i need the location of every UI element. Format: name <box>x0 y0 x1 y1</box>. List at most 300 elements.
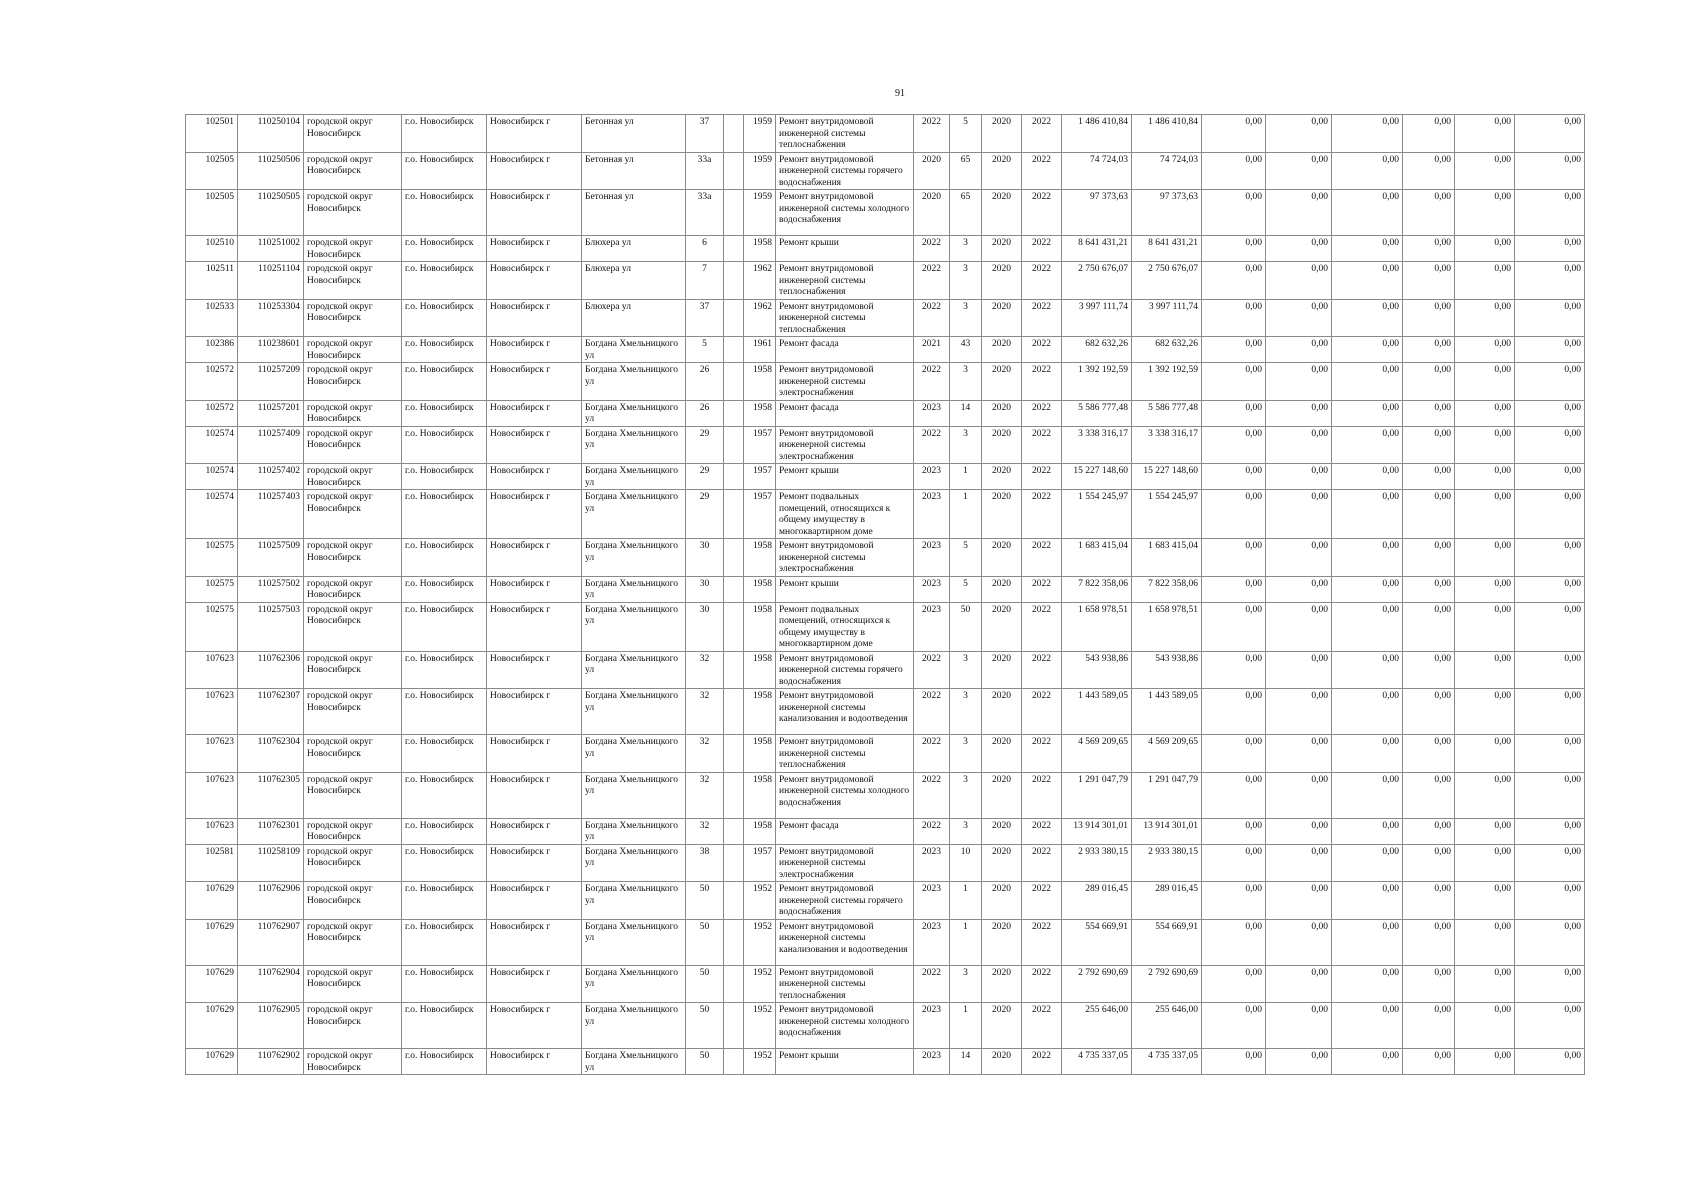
cell-municipality: городской округ Новосибирск <box>304 464 402 490</box>
cell-cost-col-22: 0,00 <box>1515 152 1585 190</box>
cell-work-type: Ремонт внутридомовой инженерной системы канализования и водоотведения <box>776 689 914 735</box>
cell-fund-cost: 682 632,26 <box>1132 337 1202 363</box>
cell-locality: Новосибирск г <box>487 262 582 300</box>
cell-plan-year: 2023 <box>914 490 950 539</box>
cell-street: Богдана Хмельницкого ул <box>582 400 686 426</box>
cell-cost-col-19: 0,00 <box>1332 965 1403 1003</box>
cell-street: Богдана Хмельницкого ул <box>582 919 686 965</box>
cell-street: Богдана Хмельницкого ул <box>582 602 686 651</box>
cell-total-cost: 97 373,63 <box>1062 190 1132 236</box>
cell-work-type: Ремонт крыши <box>776 1049 914 1075</box>
cell-fund-cost: 1 683 415,04 <box>1132 539 1202 577</box>
cell-build-year: 1958 <box>744 236 776 262</box>
cell-cost-col-20: 0,00 <box>1403 400 1455 426</box>
cell-street: Богдана Хмельницкого ул <box>582 689 686 735</box>
cell-cost-col-22: 0,00 <box>1515 426 1585 464</box>
cell-work-id: 110238601 <box>238 337 304 363</box>
cell-house-number: 26 <box>686 400 724 426</box>
cell-building <box>724 299 744 337</box>
cell-wear-percent: 3 <box>950 236 982 262</box>
cell-district: г.о. Новосибирск <box>402 844 487 882</box>
cell-cost-col-22: 0,00 <box>1515 772 1585 818</box>
cell-fund-cost: 4 569 209,65 <box>1132 735 1202 773</box>
cell-house-id: 107623 <box>186 818 238 844</box>
cell-total-cost: 3 997 111,74 <box>1062 299 1132 337</box>
cell-street: Блюхера ул <box>582 299 686 337</box>
cell-house-number: 50 <box>686 1049 724 1075</box>
cell-build-year: 1958 <box>744 539 776 577</box>
table-row <box>186 337 1585 363</box>
cell-work-type: Ремонт внутридомовой инженерной системы теплоснабжения <box>776 735 914 773</box>
cell-fund-cost: 97 373,63 <box>1132 190 1202 236</box>
cell-wear-percent: 1 <box>950 919 982 965</box>
cell-plan-year: 2022 <box>914 689 950 735</box>
cell-start-year: 2020 <box>982 426 1022 464</box>
cell-district: г.о. Новосибирск <box>402 464 487 490</box>
cell-fund-cost: 2 750 676,07 <box>1132 262 1202 300</box>
cell-end-year: 2022 <box>1022 882 1062 920</box>
cell-municipality: городской округ Новосибирск <box>304 1003 402 1049</box>
cell-build-year: 1957 <box>744 844 776 882</box>
cell-cost-col-19: 0,00 <box>1332 735 1403 773</box>
cell-work-type: Ремонт внутридомовой инженерной системы горячего водоснабжения <box>776 152 914 190</box>
cell-plan-year: 2023 <box>914 400 950 426</box>
cell-build-year: 1958 <box>744 400 776 426</box>
cell-start-year: 2020 <box>982 1049 1022 1075</box>
cell-municipality: городской округ Новосибирск <box>304 115 402 153</box>
cell-house-id: 102505 <box>186 190 238 236</box>
cell-build-year: 1958 <box>744 689 776 735</box>
cell-building <box>724 602 744 651</box>
cell-fund-cost: 554 669,91 <box>1132 919 1202 965</box>
cell-cost-col-21: 0,00 <box>1455 772 1515 818</box>
cell-total-cost: 1 486 410,84 <box>1062 115 1132 153</box>
cell-cost-col-20: 0,00 <box>1403 490 1455 539</box>
cell-cost-col-18: 0,00 <box>1266 115 1332 153</box>
cell-cost-col-21: 0,00 <box>1455 426 1515 464</box>
cell-cost-col-21: 0,00 <box>1455 152 1515 190</box>
cell-street: Блюхера ул <box>582 262 686 300</box>
cell-fund-cost: 8 641 431,21 <box>1132 236 1202 262</box>
cell-cost-col-21: 0,00 <box>1455 735 1515 773</box>
cell-building <box>724 576 744 602</box>
cell-municipality: городской округ Новосибирск <box>304 299 402 337</box>
cell-house-id: 107623 <box>186 689 238 735</box>
cell-municipality: городской округ Новосибирск <box>304 539 402 577</box>
cell-house-id: 102572 <box>186 400 238 426</box>
table-body <box>186 115 1585 1075</box>
cell-building <box>724 844 744 882</box>
cell-total-cost: 13 914 301,01 <box>1062 818 1132 844</box>
table-row <box>186 602 1585 651</box>
cell-work-id: 110762906 <box>238 882 304 920</box>
cell-cost-col-19: 0,00 <box>1332 1003 1403 1049</box>
cell-wear-percent: 65 <box>950 152 982 190</box>
cell-start-year: 2020 <box>982 299 1022 337</box>
cell-work-id: 110762905 <box>238 1003 304 1049</box>
cell-building <box>724 965 744 1003</box>
cell-house-number: 33а <box>686 190 724 236</box>
cell-house-id: 102574 <box>186 426 238 464</box>
cell-building <box>724 818 744 844</box>
cell-building <box>724 490 744 539</box>
cell-locality: Новосибирск г <box>487 602 582 651</box>
cell-total-cost: 4 735 337,05 <box>1062 1049 1132 1075</box>
cell-house-id: 107629 <box>186 1049 238 1075</box>
cell-locality: Новосибирск г <box>487 1003 582 1049</box>
cell-wear-percent: 3 <box>950 965 982 1003</box>
cell-work-id: 110762305 <box>238 772 304 818</box>
cell-build-year: 1959 <box>744 115 776 153</box>
cell-total-cost: 1 554 245,97 <box>1062 490 1132 539</box>
cell-start-year: 2020 <box>982 190 1022 236</box>
cell-wear-percent: 3 <box>950 735 982 773</box>
cell-cost-col-21: 0,00 <box>1455 1049 1515 1075</box>
cell-cost-col-17: 0,00 <box>1202 539 1266 577</box>
cell-cost-col-19: 0,00 <box>1332 844 1403 882</box>
cell-end-year: 2022 <box>1022 426 1062 464</box>
cell-fund-cost: 5 586 777,48 <box>1132 400 1202 426</box>
cell-wear-percent: 1 <box>950 882 982 920</box>
cell-house-id: 102575 <box>186 576 238 602</box>
cell-wear-percent: 5 <box>950 539 982 577</box>
cell-district: г.о. Новосибирск <box>402 299 487 337</box>
cell-house-number: 30 <box>686 602 724 651</box>
cell-cost-col-20: 0,00 <box>1403 190 1455 236</box>
cell-build-year: 1962 <box>744 262 776 300</box>
cell-plan-year: 2021 <box>914 337 950 363</box>
cell-start-year: 2020 <box>982 772 1022 818</box>
cell-work-type: Ремонт внутридомовой инженерной системы теплоснабжения <box>776 262 914 300</box>
cell-total-cost: 1 443 589,05 <box>1062 689 1132 735</box>
cell-cost-col-17: 0,00 <box>1202 651 1266 689</box>
cell-cost-col-22: 0,00 <box>1515 400 1585 426</box>
cell-house-id: 107629 <box>186 882 238 920</box>
cell-municipality: городской округ Новосибирск <box>304 190 402 236</box>
cell-cost-col-20: 0,00 <box>1403 602 1455 651</box>
cell-cost-col-20: 0,00 <box>1403 464 1455 490</box>
cell-municipality: городской округ Новосибирск <box>304 152 402 190</box>
cell-house-number: 50 <box>686 965 724 1003</box>
cell-wear-percent: 3 <box>950 299 982 337</box>
cell-cost-col-22: 0,00 <box>1515 602 1585 651</box>
cell-house-id: 102574 <box>186 464 238 490</box>
cell-cost-col-19: 0,00 <box>1332 919 1403 965</box>
cell-street: Богдана Хмельницкого ул <box>582 490 686 539</box>
cell-locality: Новосибирск г <box>487 1049 582 1075</box>
cell-start-year: 2020 <box>982 844 1022 882</box>
cell-cost-col-19: 0,00 <box>1332 152 1403 190</box>
cell-cost-col-20: 0,00 <box>1403 262 1455 300</box>
cell-work-id: 110251002 <box>238 236 304 262</box>
cell-cost-col-21: 0,00 <box>1455 490 1515 539</box>
cell-cost-col-21: 0,00 <box>1455 689 1515 735</box>
cell-end-year: 2022 <box>1022 115 1062 153</box>
cell-municipality: городской округ Новосибирск <box>304 818 402 844</box>
cell-cost-col-22: 0,00 <box>1515 337 1585 363</box>
cell-work-id: 110762304 <box>238 735 304 773</box>
cell-start-year: 2020 <box>982 1003 1022 1049</box>
table-row <box>186 818 1585 844</box>
cell-start-year: 2020 <box>982 337 1022 363</box>
cell-district: г.о. Новосибирск <box>402 1049 487 1075</box>
cell-plan-year: 2023 <box>914 464 950 490</box>
table-row <box>186 190 1585 236</box>
cell-cost-col-19: 0,00 <box>1332 262 1403 300</box>
cell-cost-col-21: 0,00 <box>1455 965 1515 1003</box>
cell-work-id: 110762904 <box>238 965 304 1003</box>
cell-building <box>724 882 744 920</box>
cell-cost-col-20: 0,00 <box>1403 299 1455 337</box>
cell-cost-col-21: 0,00 <box>1455 464 1515 490</box>
cell-municipality: городской округ Новосибирск <box>304 337 402 363</box>
cell-cost-col-18: 0,00 <box>1266 152 1332 190</box>
cell-street: Бетонная ул <box>582 152 686 190</box>
cell-cost-col-18: 0,00 <box>1266 651 1332 689</box>
cell-house-number: 37 <box>686 299 724 337</box>
cell-cost-col-17: 0,00 <box>1202 602 1266 651</box>
cell-wear-percent: 5 <box>950 115 982 153</box>
cell-fund-cost: 1 554 245,97 <box>1132 490 1202 539</box>
cell-house-number: 37 <box>686 115 724 153</box>
cell-street: Богдана Хмельницкого ул <box>582 844 686 882</box>
cell-cost-col-19: 0,00 <box>1332 539 1403 577</box>
cell-cost-col-18: 0,00 <box>1266 539 1332 577</box>
cell-cost-col-19: 0,00 <box>1332 115 1403 153</box>
cell-plan-year: 2022 <box>914 299 950 337</box>
cell-plan-year: 2022 <box>914 426 950 464</box>
cell-street: Богдана Хмельницкого ул <box>582 1049 686 1075</box>
cell-cost-col-20: 0,00 <box>1403 919 1455 965</box>
cell-cost-col-21: 0,00 <box>1455 844 1515 882</box>
cell-wear-percent: 14 <box>950 1049 982 1075</box>
cell-cost-col-17: 0,00 <box>1202 1049 1266 1075</box>
cell-cost-col-20: 0,00 <box>1403 576 1455 602</box>
cell-work-type: Ремонт внутридомовой инженерной системы горячего водоснабжения <box>776 651 914 689</box>
table-row <box>186 689 1585 735</box>
cell-cost-col-18: 0,00 <box>1266 602 1332 651</box>
cell-house-number: 33а <box>686 152 724 190</box>
cell-cost-col-21: 0,00 <box>1455 400 1515 426</box>
cell-house-number: 32 <box>686 772 724 818</box>
page-number: 91 <box>895 88 905 99</box>
cell-plan-year: 2022 <box>914 735 950 773</box>
cell-district: г.о. Новосибирск <box>402 735 487 773</box>
cell-district: г.о. Новосибирск <box>402 490 487 539</box>
cell-cost-col-20: 0,00 <box>1403 1003 1455 1049</box>
cell-work-id: 110257403 <box>238 490 304 539</box>
cell-fund-cost: 2 792 690,69 <box>1132 965 1202 1003</box>
cell-cost-col-18: 0,00 <box>1266 844 1332 882</box>
cell-house-number: 50 <box>686 1003 724 1049</box>
cell-street: Богдана Хмельницкого ул <box>582 651 686 689</box>
cell-building <box>724 190 744 236</box>
cell-work-id: 110250104 <box>238 115 304 153</box>
cell-start-year: 2020 <box>982 919 1022 965</box>
cell-work-type: Ремонт внутридомовой инженерной системы электроснабжения <box>776 426 914 464</box>
cell-work-type: Ремонт внутридомовой инженерной системы холодного водоснабжения <box>776 190 914 236</box>
cell-cost-col-22: 0,00 <box>1515 190 1585 236</box>
cell-fund-cost: 74 724,03 <box>1132 152 1202 190</box>
cell-cost-col-21: 0,00 <box>1455 919 1515 965</box>
cell-cost-col-18: 0,00 <box>1266 236 1332 262</box>
cell-cost-col-21: 0,00 <box>1455 299 1515 337</box>
cell-cost-col-21: 0,00 <box>1455 236 1515 262</box>
cell-cost-col-20: 0,00 <box>1403 689 1455 735</box>
cell-locality: Новосибирск г <box>487 844 582 882</box>
cell-start-year: 2020 <box>982 400 1022 426</box>
cell-locality: Новосибирск г <box>487 115 582 153</box>
cell-building <box>724 1049 744 1075</box>
cell-house-number: 29 <box>686 464 724 490</box>
table-row <box>186 236 1585 262</box>
table-row <box>186 735 1585 773</box>
cell-building <box>724 400 744 426</box>
cell-plan-year: 2022 <box>914 236 950 262</box>
cell-municipality: городской округ Новосибирск <box>304 651 402 689</box>
cell-plan-year: 2023 <box>914 576 950 602</box>
cell-fund-cost: 15 227 148,60 <box>1132 464 1202 490</box>
cell-start-year: 2020 <box>982 651 1022 689</box>
cell-building <box>724 772 744 818</box>
cell-work-type: Ремонт внутридомовой инженерной системы теплоснабжения <box>776 115 914 153</box>
cell-start-year: 2020 <box>982 602 1022 651</box>
cell-locality: Новосибирск г <box>487 539 582 577</box>
cell-cost-col-19: 0,00 <box>1332 236 1403 262</box>
cell-total-cost: 4 569 209,65 <box>1062 735 1132 773</box>
cell-work-id: 110762907 <box>238 919 304 965</box>
cell-street: Богдана Хмельницкого ул <box>582 965 686 1003</box>
cell-house-id: 107623 <box>186 772 238 818</box>
table-row <box>186 363 1585 401</box>
cell-building <box>724 236 744 262</box>
cell-work-id: 110257509 <box>238 539 304 577</box>
cell-total-cost: 289 016,45 <box>1062 882 1132 920</box>
cell-fund-cost: 289 016,45 <box>1132 882 1202 920</box>
cell-plan-year: 2023 <box>914 1003 950 1049</box>
cell-house-id: 102510 <box>186 236 238 262</box>
cell-work-type: Ремонт внутридомовой инженерной системы канализования и водоотведения <box>776 919 914 965</box>
cell-end-year: 2022 <box>1022 190 1062 236</box>
cell-locality: Новосибирск г <box>487 919 582 965</box>
cell-district: г.о. Новосибирск <box>402 363 487 401</box>
cell-cost-col-17: 0,00 <box>1202 882 1266 920</box>
cell-cost-col-19: 0,00 <box>1332 299 1403 337</box>
cell-cost-col-18: 0,00 <box>1266 262 1332 300</box>
cell-cost-col-22: 0,00 <box>1515 236 1585 262</box>
cell-build-year: 1952 <box>744 1049 776 1075</box>
cell-cost-col-19: 0,00 <box>1332 818 1403 844</box>
cell-building <box>724 1003 744 1049</box>
cell-municipality: городской округ Новосибирск <box>304 262 402 300</box>
cell-district: г.о. Новосибирск <box>402 882 487 920</box>
cell-house-number: 32 <box>686 818 724 844</box>
cell-end-year: 2022 <box>1022 262 1062 300</box>
cell-total-cost: 1 658 978,51 <box>1062 602 1132 651</box>
cell-municipality: городской округ Новосибирск <box>304 689 402 735</box>
cell-start-year: 2020 <box>982 539 1022 577</box>
cell-locality: Новосибирск г <box>487 464 582 490</box>
cell-start-year: 2020 <box>982 735 1022 773</box>
cell-cost-col-19: 0,00 <box>1332 1049 1403 1075</box>
cell-work-type: Ремонт внутридомовой инженерной системы холодного водоснабжения <box>776 772 914 818</box>
cell-cost-col-19: 0,00 <box>1332 651 1403 689</box>
cell-locality: Новосибирск г <box>487 882 582 920</box>
cell-wear-percent: 3 <box>950 818 982 844</box>
table-row <box>186 400 1585 426</box>
cell-building <box>724 919 744 965</box>
cell-total-cost: 2 792 690,69 <box>1062 965 1132 1003</box>
cell-wear-percent: 10 <box>950 844 982 882</box>
cell-end-year: 2022 <box>1022 464 1062 490</box>
table-row <box>186 882 1585 920</box>
cell-cost-col-22: 0,00 <box>1515 689 1585 735</box>
cell-cost-col-19: 0,00 <box>1332 426 1403 464</box>
cell-district: г.о. Новосибирск <box>402 236 487 262</box>
cell-cost-col-19: 0,00 <box>1332 490 1403 539</box>
cell-total-cost: 8 641 431,21 <box>1062 236 1132 262</box>
cell-start-year: 2020 <box>982 363 1022 401</box>
cell-building <box>724 115 744 153</box>
cell-cost-col-21: 0,00 <box>1455 602 1515 651</box>
cell-cost-col-17: 0,00 <box>1202 818 1266 844</box>
cell-cost-col-18: 0,00 <box>1266 1049 1332 1075</box>
cell-locality: Новосибирск г <box>487 152 582 190</box>
cell-locality: Новосибирск г <box>487 818 582 844</box>
cell-district: г.о. Новосибирск <box>402 651 487 689</box>
cell-cost-col-20: 0,00 <box>1403 882 1455 920</box>
table-row <box>186 844 1585 882</box>
cell-street: Богдана Хмельницкого ул <box>582 363 686 401</box>
cell-build-year: 1962 <box>744 299 776 337</box>
table-row <box>186 576 1585 602</box>
cell-house-number: 50 <box>686 919 724 965</box>
cell-street: Бетонная ул <box>582 190 686 236</box>
cell-wear-percent: 50 <box>950 602 982 651</box>
table-row <box>186 651 1585 689</box>
cell-house-id: 102574 <box>186 490 238 539</box>
cell-cost-col-20: 0,00 <box>1403 236 1455 262</box>
cell-end-year: 2022 <box>1022 363 1062 401</box>
table-row <box>186 464 1585 490</box>
cell-cost-col-19: 0,00 <box>1332 576 1403 602</box>
cell-wear-percent: 3 <box>950 651 982 689</box>
cell-municipality: городской округ Новосибирск <box>304 882 402 920</box>
cell-cost-col-21: 0,00 <box>1455 576 1515 602</box>
cell-wear-percent: 5 <box>950 576 982 602</box>
cell-house-id: 102575 <box>186 602 238 651</box>
cell-house-id: 102572 <box>186 363 238 401</box>
cell-locality: Новосибирск г <box>487 400 582 426</box>
cell-build-year: 1957 <box>744 464 776 490</box>
table-row <box>186 919 1585 965</box>
cell-house-number: 7 <box>686 262 724 300</box>
cell-street: Бетонная ул <box>582 115 686 153</box>
cell-cost-col-18: 0,00 <box>1266 576 1332 602</box>
cell-street: Блюхера ул <box>582 236 686 262</box>
cell-wear-percent: 3 <box>950 363 982 401</box>
cell-cost-col-22: 0,00 <box>1515 919 1585 965</box>
cell-work-id: 110257502 <box>238 576 304 602</box>
cell-wear-percent: 3 <box>950 689 982 735</box>
cell-work-id: 110257503 <box>238 602 304 651</box>
cell-wear-percent: 65 <box>950 190 982 236</box>
cell-cost-col-22: 0,00 <box>1515 299 1585 337</box>
cell-build-year: 1958 <box>744 818 776 844</box>
cell-work-id: 110762307 <box>238 689 304 735</box>
cell-municipality: городской округ Новосибирск <box>304 490 402 539</box>
cell-house-number: 30 <box>686 576 724 602</box>
